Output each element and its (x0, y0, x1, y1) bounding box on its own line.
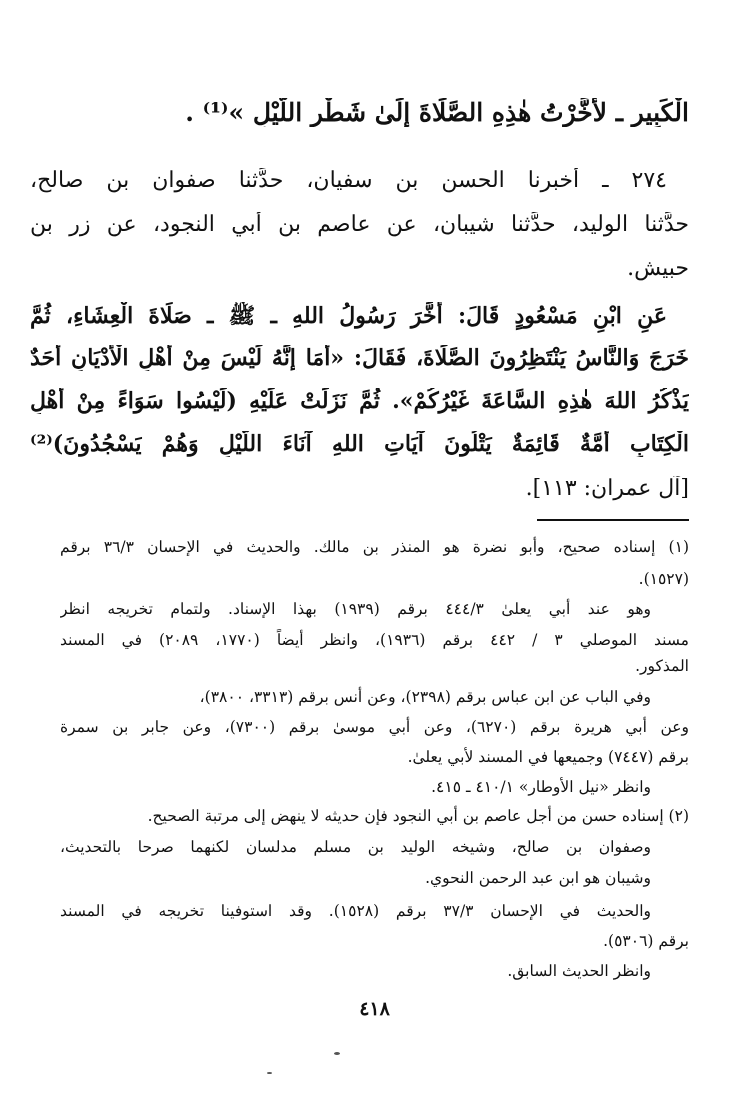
footnote-1-line-1: (١) إسناده صحيح، وأبو نضرة هو المنذر بن مالك. والحديث في الإحسان ٣٦/٣ برقم (60, 538, 689, 556)
hadith-274-matn-line-2: خَرَجَ وَالنَّاسُ يَنْتَظِرُونَ الصَّلَاةَ، فَقَالَ: «أَمَا إِنَّهُ لَيْسَ مِنْ أَهْلِ الْأَدْيَانِ أَحَدٌ (30, 345, 689, 371)
footnote-1-line-8: برقم (٧٤٤٧) وجميعها في المسند لأبي يعلىٰ. (407, 748, 689, 766)
hadith-274-isnad-line-2: حدَّثنا الوليد، حدَّثنا شيبان، عن عاصم بن أبي النجود، عن زر بن (30, 212, 689, 237)
footnote-2-line-2: وصفوان بن صالح، وشيخه الوليد بن مسلم مدلسان لكنهما صرحا بالتحديث، (60, 838, 651, 856)
hadith-ending-line: الْكَبِيرِ ـ لأَخَّرْتُ هٰذِهِ الصَّلَاةَ إِلَىٰ شَطْرِ اللَّيْلِ »⁽¹⁾ . (185, 98, 689, 127)
footnote-2-line-6: وانظر الحديث السابق. (507, 962, 651, 980)
hadith-274-matn-line-3: يَذْكُرُ اللهَ هٰذِهِ السَّاعَةَ غَيْرُكُمْ». ثُمَّ نَزَلَتْ عَلَيْهِ (لَيْسُوا سَوَاءً مِنْ أَهْلِ (30, 388, 689, 414)
footnote-separator (537, 519, 689, 521)
hadith-274-matn-line-4: الْكِتَابِ أُمَّةٌ قَائِمَةٌ يَتْلُونَ آيَاتِ اللهِ آنَاءَ اللَّيْلِ وَهُمْ يَسْجُدُونَ)⁽²⁾ (30, 431, 689, 457)
footnote-1-line-2: (١٥٢٧). (638, 570, 689, 588)
quran-reference: [آل عمران: ١١٣]. (525, 476, 689, 501)
footnote-2-line-3: وشيبان هو ابن عبد الرحمن النحوي. (425, 869, 651, 887)
footnote-2-line-1: (٢) إسناده حسن من أجل عاصم بن أبي النجود فإن حديثه لا ينهض إلى مرتبة الصحيح. (147, 807, 689, 825)
hadith-274-isnad-line-1: ٢٧٤ ـ أخبرنا الحسن بن سفيان، حدَّثنا صفوان بن صالح، (30, 168, 667, 193)
hadith-274-isnad-line-3: حبيش. (627, 256, 689, 281)
page-number: ٤١٨ (359, 998, 390, 1020)
hadith-274-matn-line-1: عَنِ ابْنِ مَسْعُودٍ قَالَ: أَخَّرَ رَسُولُ اللهِ ـ ﷺ ـ صَلَاةَ الْعِشَاءِ، ثُمَّ (30, 303, 667, 329)
footnote-1-line-6: وفي الباب عن ابن عباس برقم (٢٣٩٨)، وعن أنس برقم (٣٣١٣، ٣٨٠٠)، (199, 688, 651, 706)
footnote-1-line-7: وعن أبي هريرة برقم (٦٢٧٠)، وعن أبي موسىٰ برقم (٧٣٠٠)، وعن جابر بن سمرة (60, 718, 689, 736)
scan-speck (334, 1052, 340, 1055)
footnote-1-line-5: المذكور. (635, 657, 689, 675)
footnote-1-line-3: وهو عند أبي يعلىٰ ٤٤٤/٣ برقم (١٩٣٩) بهذا الإسناد. ولتمام تخريجه انظر (60, 600, 652, 618)
footnote-2-line-5: برقم (٥٣٠٦). (603, 932, 689, 950)
footnote-2-line-4: والحديث في الإحسان ٣٧/٣ برقم (١٥٢٨). وقد استوفينا تخريجه في المسند (60, 902, 651, 920)
footnote-1-line-9: وانظر «نيل الأوطار» ٤١٠/١ ـ ٤١٥. (431, 778, 651, 796)
scan-speck (267, 1072, 272, 1074)
footnote-1-line-4: مسند الموصلي ٣ / ٤٤٢ برقم (١٩٣٦)، وانظر أيضاً (١٧٧٠، ٢٠٨٩) في المسند (60, 631, 689, 649)
